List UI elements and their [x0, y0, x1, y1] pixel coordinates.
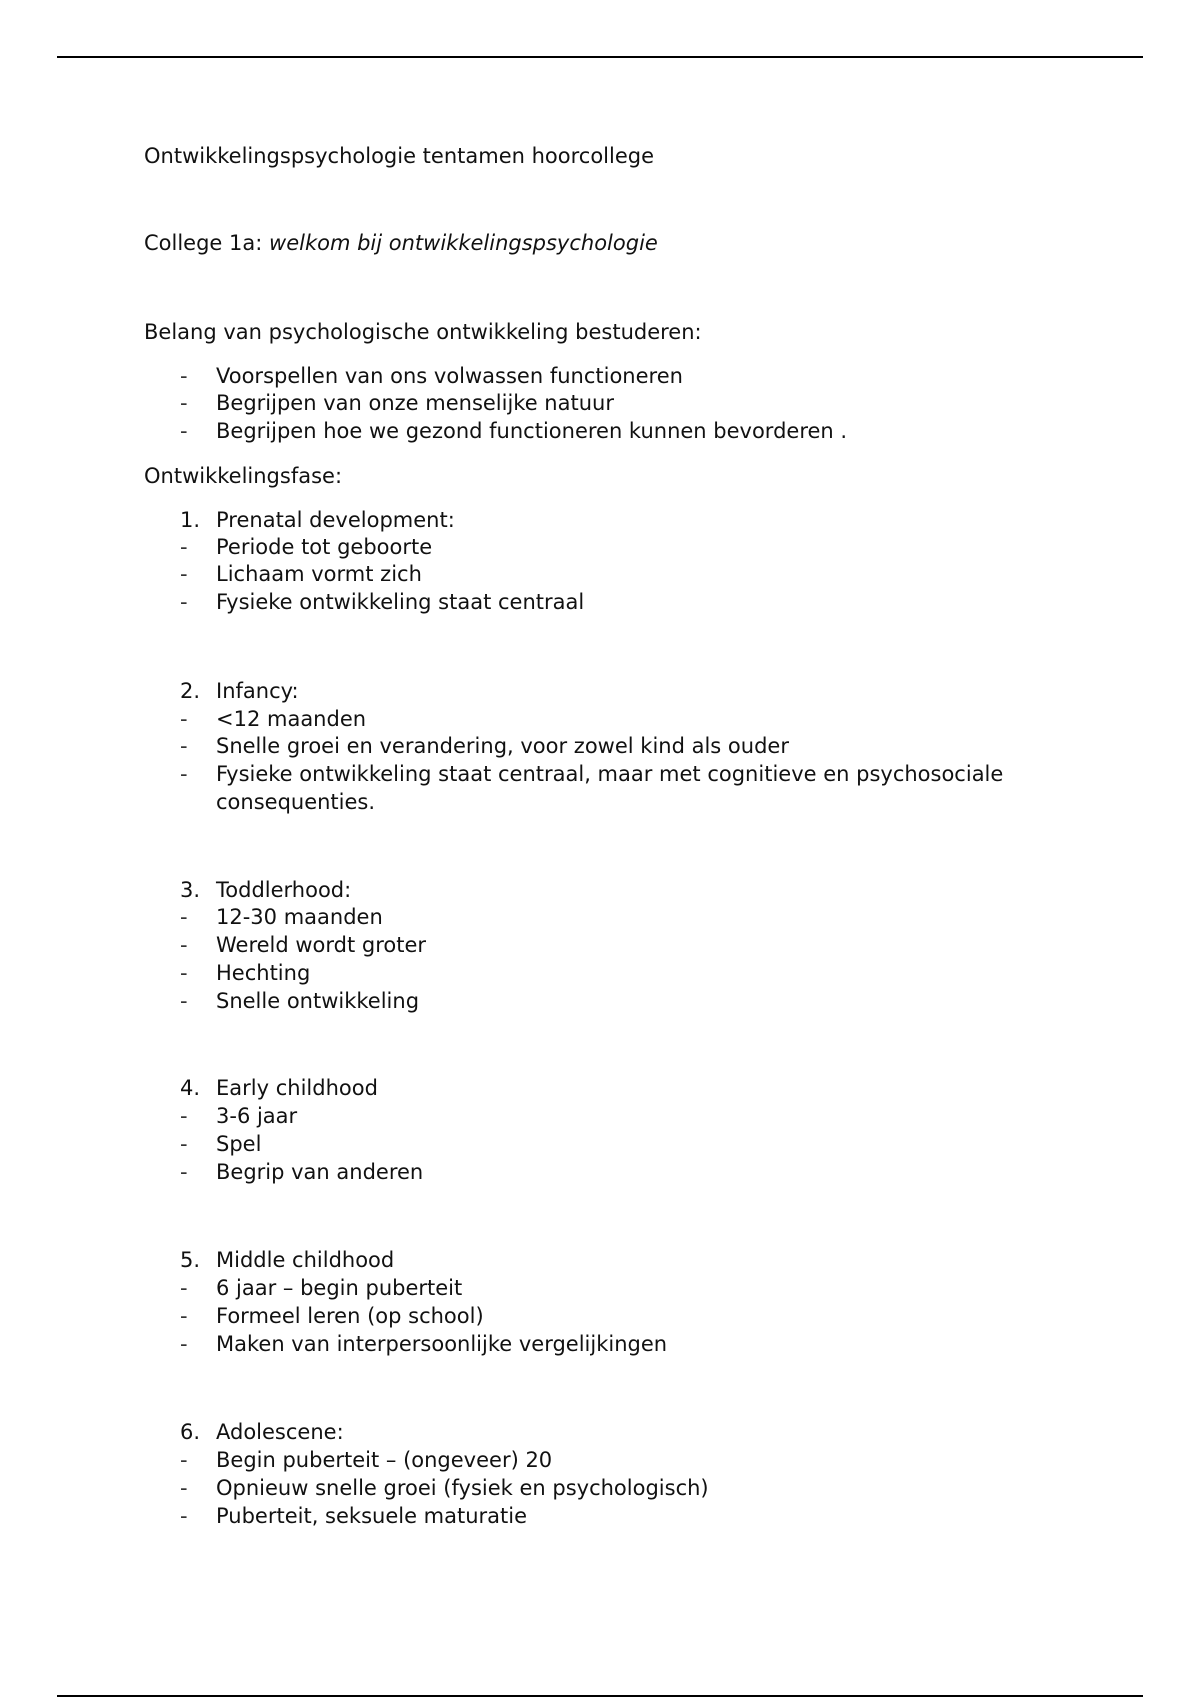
phase-title-text: Middle childhood: [216, 1248, 395, 1272]
list-item-text: Fysieke ontwikkeling staat centraal: [216, 590, 585, 614]
list-item-text: <12 maanden: [216, 707, 367, 731]
phase-number: 1.: [180, 508, 201, 532]
bullet-dash: -: [180, 1276, 188, 1300]
bullet-dash: -: [180, 1104, 188, 1128]
bullet-dash: -: [180, 1304, 188, 1328]
document-title: Ontwikkelingspsychologie tentamen hoorcollege: [144, 144, 655, 168]
bullet-dash: -: [180, 1504, 188, 1528]
phase-title-text: Infancy:: [216, 679, 299, 703]
bullet-dash: -: [180, 562, 188, 586]
phase-title-text: Prenatal development:: [216, 508, 455, 532]
list-item-text: Periode tot geboorte: [216, 535, 433, 559]
phase-number: 6.: [180, 1420, 201, 1444]
list-item-text: Opnieuw snelle groei (fysiek en psychologisch): [216, 1476, 709, 1500]
bullet-dash: -: [180, 989, 188, 1013]
bullet-dash: -: [180, 1332, 188, 1356]
list-item-text: Formeel leren (op school): [216, 1304, 484, 1328]
bullet-dash: -: [180, 734, 188, 758]
college-subtitle: welkom bij ontwikkelingspsychologie: [269, 231, 658, 255]
list-item-text: Wereld wordt groter: [216, 933, 427, 957]
list-item-text: Lichaam vormt zich: [216, 562, 422, 586]
bullet-dash: -: [180, 1160, 188, 1184]
list-item-text: Snelle groei en verandering, voor zowel kind als ouder: [216, 734, 789, 758]
list-item-text: Puberteit, seksuele maturatie: [216, 1504, 528, 1528]
list-item-text: 6 jaar – begin puberteit: [216, 1276, 463, 1300]
bullet-dash: -: [180, 1448, 188, 1472]
footer-rule: [57, 1695, 1143, 1697]
phase-title-text: Toddlerhood:: [216, 878, 352, 902]
phase-number: 3.: [180, 878, 201, 902]
phase-title-text: Early childhood: [216, 1076, 378, 1100]
list-item-text: Begin puberteit – (ongeveer) 20: [216, 1448, 553, 1472]
phase-number: 2.: [180, 679, 201, 703]
list-item-text: Begrijpen hoe we gezond functioneren kunnen bevorderen .: [216, 419, 848, 443]
list-item-text: Voorspellen van ons volwassen functioneren: [216, 364, 683, 388]
list-item-text: Begrip van anderen: [216, 1160, 424, 1184]
bullet-dash: -: [180, 961, 188, 985]
list-item-text: Hechting: [216, 961, 311, 985]
phase-number: 5.: [180, 1248, 201, 1272]
belang-heading: Belang van psychologische ontwikkeling bestuderen:: [144, 320, 702, 344]
bullet-dash: -: [180, 1476, 188, 1500]
bullet-dash: -: [180, 762, 188, 786]
list-item-text: Maken van interpersoonlijke vergelijkingen: [216, 1332, 668, 1356]
bullet-dash: -: [180, 391, 188, 415]
list-item-text: Spel: [216, 1132, 262, 1156]
bullet-dash: -: [180, 707, 188, 731]
list-item-text: 3-6 jaar: [216, 1104, 298, 1128]
bullet-dash: -: [180, 1132, 188, 1156]
bullet-dash: -: [180, 364, 188, 388]
phase-title-text: Adolescene:: [216, 1420, 344, 1444]
bullet-dash: -: [180, 535, 188, 559]
fase-heading: Ontwikkelingsfase:: [144, 464, 343, 488]
bullet-dash: -: [180, 590, 188, 614]
list-item-text: Fysieke ontwikkeling staat centraal, maar met cognitieve en psychosociale consequenties.: [216, 762, 1004, 814]
college-heading: [144, 229, 658, 257]
bullet-dash: -: [180, 905, 188, 929]
list-item-text: 12-30 maanden: [216, 905, 383, 929]
list-item-text: Snelle ontwikkeling: [216, 989, 420, 1013]
header-rule: [57, 56, 1143, 58]
bullet-dash: -: [180, 419, 188, 443]
bullet-dash: -: [180, 933, 188, 957]
college-prefix: College 1a:: [144, 231, 270, 255]
phase-number: 4.: [180, 1076, 201, 1100]
list-item-text: Begrijpen van onze menselijke natuur: [216, 391, 614, 415]
